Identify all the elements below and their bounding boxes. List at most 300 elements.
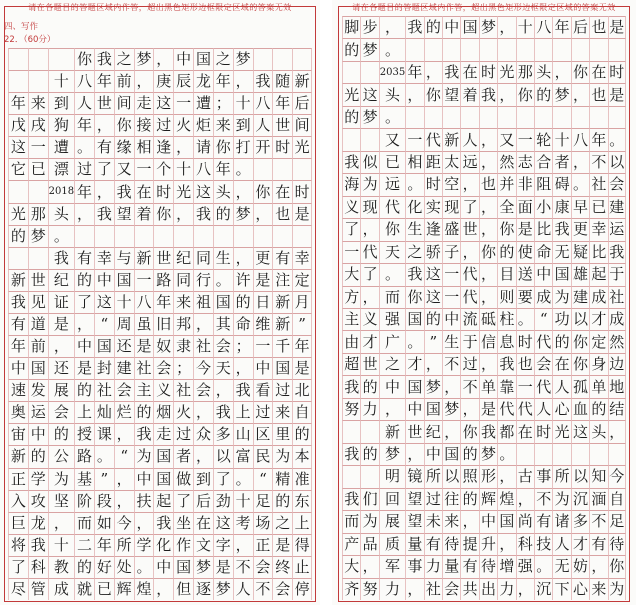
right-cell: 努 xyxy=(360,578,378,600)
right-cell: “ xyxy=(534,308,552,330)
right-cell: 一 xyxy=(516,375,534,397)
right-cell: 国 xyxy=(552,263,570,285)
right-cell: 于 xyxy=(608,263,626,285)
right-cell: 。 xyxy=(405,330,423,352)
right-cell: 望 xyxy=(442,83,460,105)
right-cell: 的 xyxy=(460,488,478,510)
right-cell: 。 xyxy=(379,106,405,128)
left-cell: ， xyxy=(213,379,233,401)
left-cell: 所 xyxy=(114,534,134,556)
left-cell: 奴 xyxy=(153,335,173,357)
right-cell: 社 xyxy=(589,173,607,195)
left-cell: 管 xyxy=(28,578,48,600)
left-cell: 中 xyxy=(253,357,273,379)
right-cell: 在 xyxy=(516,420,534,442)
right-cell xyxy=(534,38,552,60)
right-cell: 都 xyxy=(497,420,515,442)
right-cell: 比 xyxy=(534,218,552,240)
left-cell: 戌 xyxy=(28,114,48,136)
right-cell: ， xyxy=(424,61,442,83)
left-cell: 在 xyxy=(193,512,213,534)
left-cell: 的 xyxy=(8,225,28,247)
right-cell: 步 xyxy=(360,16,378,38)
left-cell: 看 xyxy=(253,379,273,401)
right-cell: 我 xyxy=(479,420,497,442)
right-cell: 是 xyxy=(516,218,534,240)
left-cell: 新 xyxy=(272,291,292,313)
left-cell: 邦 xyxy=(173,313,193,335)
left-cell: 前 xyxy=(28,335,48,357)
right-cell: 的 xyxy=(589,398,607,420)
right-cell: 这 xyxy=(424,263,442,285)
right-cell: 梦 xyxy=(479,443,497,465)
left-cell: 头 xyxy=(48,203,74,225)
right-cell: 有 xyxy=(460,555,478,577)
right-cell: 一 xyxy=(342,241,360,263)
left-cell: 多 xyxy=(213,423,233,445)
left-cell: 的 xyxy=(233,291,253,313)
left-cell: 纪 xyxy=(173,247,193,269)
right-cell: 身 xyxy=(589,353,607,375)
left-cell: 做 xyxy=(173,468,193,490)
right-cell: 成 xyxy=(608,308,626,330)
left-cell: 了 xyxy=(94,158,114,180)
left-cell: 北 xyxy=(292,379,312,401)
left-cell: 日 xyxy=(253,291,273,313)
left-cell: 文 xyxy=(193,534,213,556)
right-cell: 相 xyxy=(405,151,423,173)
left-cell: 你 xyxy=(114,114,134,136)
left-cell xyxy=(94,225,114,247)
right-cell: 子 xyxy=(442,241,460,263)
left-cell xyxy=(28,247,48,269)
left-cell: 火 xyxy=(173,114,193,136)
right-cell: 光 xyxy=(552,420,570,442)
right-cell xyxy=(460,106,478,128)
right-cell: ， xyxy=(479,218,497,240)
left-cell: ， xyxy=(74,313,94,335)
left-cell: 后 xyxy=(193,490,213,512)
left-cell xyxy=(8,48,28,70)
left-cell: ， xyxy=(114,468,134,490)
left-cell: 中 xyxy=(28,423,48,445)
right-cell: ， xyxy=(405,443,423,465)
left-cell: 道 xyxy=(28,313,48,335)
right-cell: 古 xyxy=(516,465,534,487)
writing-grid-right xyxy=(342,16,626,600)
right-cell: 远 xyxy=(460,151,478,173)
right-cell xyxy=(360,128,378,150)
left-cell: 新 xyxy=(8,445,28,467)
right-cell: 我 xyxy=(497,353,515,375)
left-cell: 请 xyxy=(193,136,213,158)
right-cell: ， xyxy=(479,128,497,150)
right-cell: 人 xyxy=(552,533,570,555)
left-cell: 光 xyxy=(292,136,312,158)
left-cell: ， xyxy=(193,445,213,467)
left-cell: 过 xyxy=(253,401,273,423)
right-cell: 我 xyxy=(342,151,360,173)
right-cell: 。 xyxy=(534,555,552,577)
left-cell: 国 xyxy=(213,291,233,313)
right-cell: 时 xyxy=(424,173,442,195)
right-cell: 镜 xyxy=(405,465,423,487)
left-cell: 而 xyxy=(74,512,94,534)
right-cell: 时 xyxy=(534,420,552,442)
right-cell: 送 xyxy=(516,263,534,285)
right-cell xyxy=(516,106,534,128)
left-cell: 社 xyxy=(134,357,154,379)
right-cell: 代 xyxy=(424,128,442,150)
right-cell: 你 xyxy=(379,218,405,240)
right-cell: 的 xyxy=(342,38,360,60)
right-cell: ， xyxy=(497,533,515,555)
right-cell: 们 xyxy=(360,488,378,510)
right-cell: 不 xyxy=(534,488,552,510)
left-cell: 是 xyxy=(74,357,94,379)
left-cell: 年 xyxy=(74,114,94,136)
right-cell: 已 xyxy=(379,151,405,173)
left-cell: 扶 xyxy=(134,490,154,512)
left-cell: 上 xyxy=(74,401,94,423)
left-cell: 国 xyxy=(173,556,193,578)
right-cell: 沉 xyxy=(534,578,552,600)
left-cell: ； xyxy=(173,357,193,379)
right-cell xyxy=(571,106,589,128)
right-cell: 纪 xyxy=(424,420,442,442)
left-cell xyxy=(233,225,253,247)
right-cell: 逢 xyxy=(424,218,442,240)
left-cell: 虽 xyxy=(134,313,154,335)
left-cell: 我 xyxy=(134,423,154,445)
left-cell: 会 xyxy=(193,379,213,401)
right-cell: 一 xyxy=(405,128,423,150)
left-cell: 坚 xyxy=(48,490,74,512)
right-cell: 。 xyxy=(608,128,626,150)
left-cell: 狗 xyxy=(48,114,74,136)
left-cell: 了 xyxy=(213,468,233,490)
left-cell: 精 xyxy=(272,468,292,490)
left-cell: 来 xyxy=(28,92,48,114)
right-cell: 无 xyxy=(552,555,570,577)
right-cell: ， xyxy=(360,286,378,308)
left-cell: 一 xyxy=(134,269,154,291)
left-cell: 烟 xyxy=(153,401,173,423)
left-cell: ， xyxy=(153,578,173,600)
right-cell: 生 xyxy=(405,218,423,240)
left-cell: 戊 xyxy=(8,114,28,136)
left-cell: 年 xyxy=(272,92,292,114)
left-cell: 中 xyxy=(153,556,173,578)
right-cell: 距 xyxy=(424,151,442,173)
left-cell: 我 xyxy=(8,291,28,313)
left-cell: 后 xyxy=(292,92,312,114)
left-cell: 在 xyxy=(134,180,154,202)
right-cell: ， xyxy=(571,151,589,173)
left-cell: ， xyxy=(173,203,193,225)
left-cell xyxy=(28,180,48,202)
left-cell: 将 xyxy=(8,534,28,556)
left-cell: 一 xyxy=(134,158,154,180)
left-cell: 有 xyxy=(272,247,292,269)
left-cell: 就 xyxy=(74,578,94,600)
left-cell: 接 xyxy=(134,114,154,136)
right-cell: 也 xyxy=(589,83,607,105)
left-cell: 众 xyxy=(193,423,213,445)
left-cell: 相 xyxy=(134,136,154,158)
right-cell xyxy=(608,443,626,465)
right-cell: 超 xyxy=(342,353,360,375)
right-cell: 我 xyxy=(342,443,360,465)
left-cell: 光 xyxy=(173,180,193,202)
left-cell: 中 xyxy=(74,335,94,357)
left-cell: 今 xyxy=(193,357,213,379)
left-cell: 富 xyxy=(233,445,253,467)
right-cell: 志 xyxy=(516,151,534,173)
right-cell xyxy=(516,38,534,60)
right-cell: 的 xyxy=(552,330,570,352)
right-cell: 也 xyxy=(516,353,534,375)
left-cell: 辰 xyxy=(173,70,193,92)
left-cell: 你 xyxy=(74,48,94,70)
right-cell xyxy=(342,61,360,83)
left-cell: 新 xyxy=(272,313,292,335)
left-cell: 烂 xyxy=(114,401,134,423)
left-cell: 我 xyxy=(233,379,253,401)
left-cell xyxy=(153,225,173,247)
left-cell: 来 xyxy=(213,114,233,136)
right-cell: 碍 xyxy=(552,173,570,195)
right-cell: 你 xyxy=(571,61,589,83)
right-cell: ， xyxy=(571,83,589,105)
left-cell: 攻 xyxy=(28,490,48,512)
right-cell xyxy=(342,420,360,442)
left-cell: ， xyxy=(193,401,213,423)
right-cell: 的 xyxy=(460,443,478,465)
right-cell: 十 xyxy=(516,16,534,38)
right-cell: 远 xyxy=(379,173,405,195)
right-cell: 力 xyxy=(379,578,405,600)
left-cell xyxy=(272,225,292,247)
right-cell: 心 xyxy=(552,398,570,420)
right-cell: ， xyxy=(497,83,515,105)
left-cell: 打 xyxy=(233,136,253,158)
left-cell: 龙 xyxy=(193,70,213,92)
right-cell: 太 xyxy=(442,151,460,173)
right-cell: ， xyxy=(460,510,478,532)
left-cell: 梦 xyxy=(233,203,253,225)
right-cell: ， xyxy=(442,420,460,442)
left-cell xyxy=(292,158,312,180)
right-cell xyxy=(516,443,534,465)
left-cell: 山 xyxy=(233,423,253,445)
left-cell xyxy=(28,48,48,70)
right-cell: 共 xyxy=(460,578,478,600)
left-cell: 来 xyxy=(173,291,193,313)
right-cell: 八 xyxy=(534,16,552,38)
left-cell: 字 xyxy=(213,534,233,556)
right-cell: 这 xyxy=(424,286,442,308)
left-cell: 望 xyxy=(114,203,134,225)
left-cell: 路 xyxy=(74,445,94,467)
right-cell: 人 xyxy=(534,398,552,420)
left-cell: 时 xyxy=(153,180,173,202)
right-cell: 那 xyxy=(516,61,534,83)
left-cell: 许 xyxy=(233,269,253,291)
left-cell: 见 xyxy=(28,291,48,313)
right-cell xyxy=(479,106,497,128)
right-cell: 砥 xyxy=(479,308,497,330)
left-cell: 里 xyxy=(272,423,292,445)
left-cell: 个 xyxy=(153,158,173,180)
right-cell: 康 xyxy=(552,196,570,218)
right-cell xyxy=(552,443,570,465)
left-cell: 不 xyxy=(253,578,273,600)
right-cell: 现 xyxy=(442,196,460,218)
left-cell: 了 xyxy=(173,490,193,512)
right-cell xyxy=(442,106,460,128)
left-cell: 年 xyxy=(213,158,233,180)
right-cell xyxy=(608,38,626,60)
right-cell: 生 xyxy=(442,330,460,352)
right-cell: 孤 xyxy=(571,375,589,397)
right-cell: 升 xyxy=(479,533,497,555)
left-cell: 间 xyxy=(292,114,312,136)
left-cell xyxy=(48,48,74,70)
left-cell xyxy=(28,70,48,92)
left-cell: 逐 xyxy=(193,578,213,600)
left-cell: 时 xyxy=(292,180,312,202)
right-cell: 梦 xyxy=(360,106,378,128)
right-cell xyxy=(442,38,460,60)
right-cell: 世 xyxy=(460,218,478,240)
left-cell: 走 xyxy=(153,423,173,445)
right-cell: 下 xyxy=(552,578,570,600)
left-cell: ， xyxy=(233,357,253,379)
left-cell: 正 xyxy=(8,468,28,490)
right-cell: 了 xyxy=(342,218,360,240)
right-cell: 是 xyxy=(479,398,497,420)
left-cell: 运 xyxy=(28,401,48,423)
left-cell: 这 xyxy=(153,92,173,114)
left-cell: 阶 xyxy=(74,490,94,512)
right-cell: 目 xyxy=(497,263,515,285)
left-cell: 世 xyxy=(94,92,114,114)
left-cell: 证 xyxy=(48,291,74,313)
right-cell: 我 xyxy=(342,488,360,510)
right-cell: 你 xyxy=(608,555,626,577)
left-cell: ， xyxy=(233,534,253,556)
right-cell: 的 xyxy=(360,443,378,465)
right-cell: 尚 xyxy=(516,510,534,532)
right-cell: 我 xyxy=(608,241,626,263)
right-cell: 我 xyxy=(479,83,497,105)
left-cell: 。 xyxy=(134,556,154,578)
left-cell: 又 xyxy=(114,158,134,180)
right-cell: 有 xyxy=(589,533,607,555)
left-cell: 你 xyxy=(253,180,273,202)
left-cell: 我 xyxy=(193,203,213,225)
left-cell: 年 xyxy=(74,180,94,202)
right-cell: ” xyxy=(424,330,442,352)
left-cell xyxy=(74,225,94,247)
left-cell: 年 xyxy=(153,291,173,313)
right-cell: 运 xyxy=(608,218,626,240)
right-cell: 你 xyxy=(405,286,423,308)
right-cell: 之 xyxy=(379,353,405,375)
left-cell: 间 xyxy=(114,92,134,114)
right-cell: 大 xyxy=(342,555,360,577)
right-cell: 不 xyxy=(589,151,607,173)
right-cell: 的 xyxy=(360,375,378,397)
right-cell: 你 xyxy=(571,353,589,375)
right-cell: 2035 xyxy=(379,61,405,83)
right-cell: 时 xyxy=(479,61,497,83)
left-cell: 中 xyxy=(8,357,28,379)
left-cell: 那 xyxy=(28,203,48,225)
left-cell: 展 xyxy=(48,379,74,401)
left-cell: 化 xyxy=(153,534,173,556)
left-cell: 科 xyxy=(28,556,48,578)
left-cell: ， xyxy=(193,313,213,335)
right-cell: 了 xyxy=(460,196,478,218)
left-cell: 二 xyxy=(74,534,94,556)
right-cell: 努 xyxy=(342,398,360,420)
left-cell xyxy=(253,158,273,180)
right-cell xyxy=(479,38,497,60)
left-cell: ， xyxy=(233,180,253,202)
left-cell: 这 xyxy=(213,512,233,534)
left-cell: 十 xyxy=(233,92,253,114)
right-cell: 血 xyxy=(571,398,589,420)
left-cell: 天 xyxy=(213,357,233,379)
right-cell: 也 xyxy=(479,173,497,195)
left-cell: 火 xyxy=(173,401,193,423)
left-cell: 世 xyxy=(28,269,48,291)
left-cell: 灿 xyxy=(94,401,114,423)
right-cell: ， xyxy=(460,241,478,263)
right-cell: 。 xyxy=(379,263,405,285)
left-cell: ， xyxy=(153,48,173,70)
right-cell: 了 xyxy=(360,263,378,285)
left-cell: 的 xyxy=(74,379,94,401)
right-cell: ， xyxy=(360,555,378,577)
left-cell: 足 xyxy=(253,490,273,512)
right-cell xyxy=(405,38,423,60)
right-cell: 形 xyxy=(479,465,497,487)
right-cell xyxy=(497,38,515,60)
left-cell: 我 xyxy=(28,534,48,556)
left-cell: 了 xyxy=(74,291,94,313)
left-cell: 宙 xyxy=(8,423,28,445)
left-cell: 者 xyxy=(173,445,193,467)
left-cell: 学 xyxy=(134,534,154,556)
left-cell: 定 xyxy=(292,269,312,291)
left-cell: 一 xyxy=(28,136,48,158)
left-cell: 到 xyxy=(193,468,213,490)
left-cell: 这 xyxy=(193,180,213,202)
right-cell: 量 xyxy=(442,555,460,577)
left-cell: 生 xyxy=(213,247,233,269)
right-cell: 息 xyxy=(497,330,515,352)
right-cell: 的 xyxy=(342,106,360,128)
right-cell: 不 xyxy=(589,510,607,532)
left-cell xyxy=(272,48,292,70)
left-cell: 有 xyxy=(74,247,94,269)
left-cell: 缘 xyxy=(114,136,134,158)
left-cell: 隶 xyxy=(173,335,193,357)
left-cell: 是 xyxy=(48,313,74,335)
